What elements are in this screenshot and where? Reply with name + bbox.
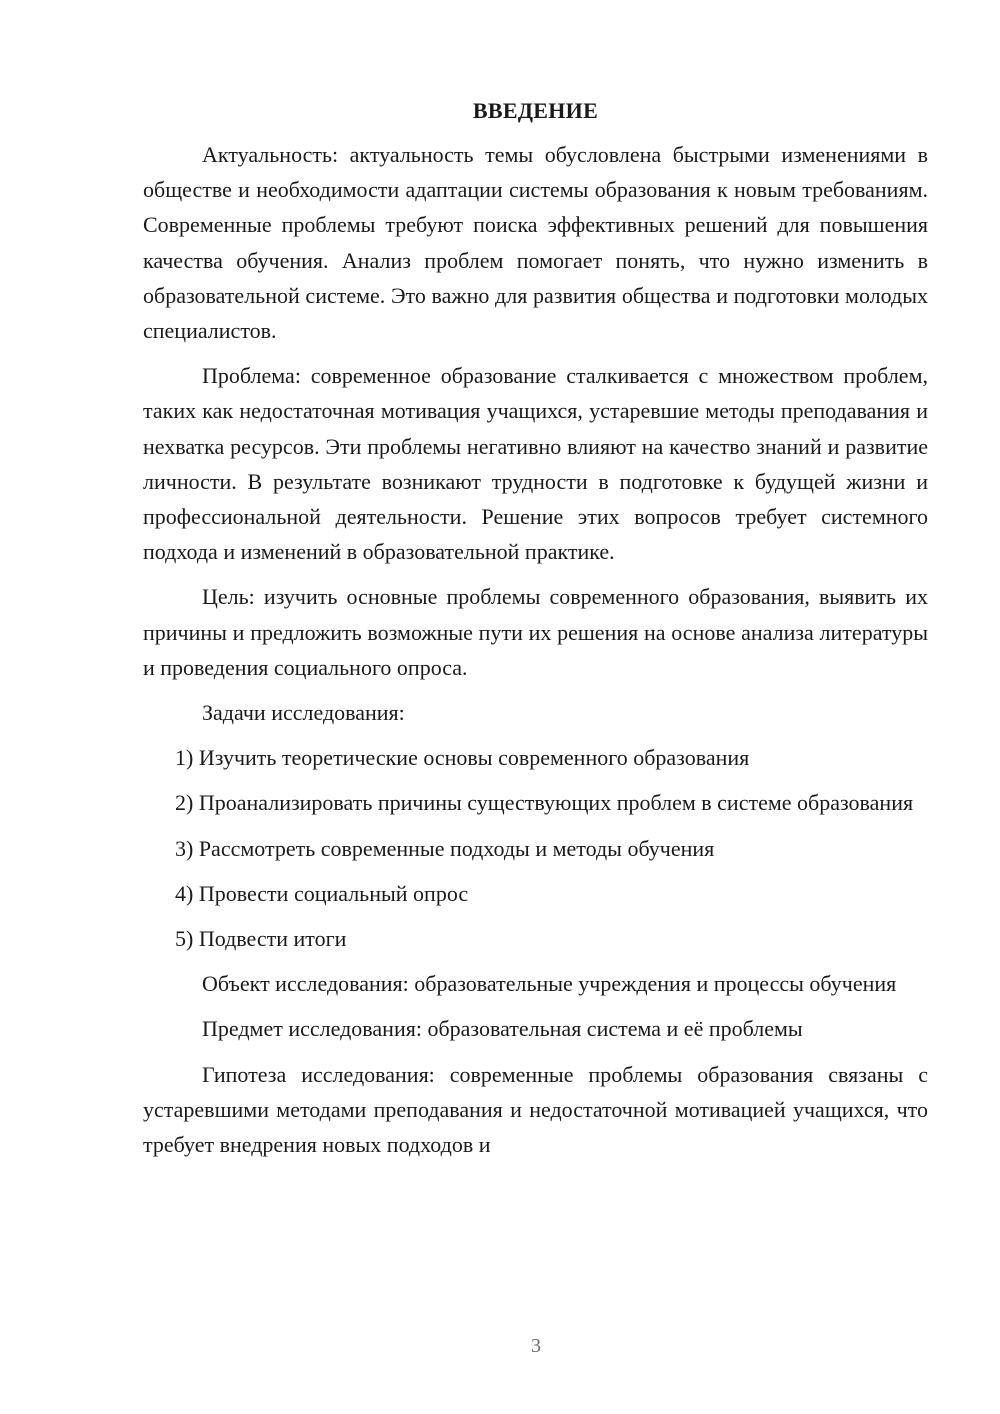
paragraph-subject: Предмет исследования: образовательная система и её проблемы — [202, 1016, 803, 1042]
paragraph-tasks-heading: Задачи исследования: — [202, 700, 405, 726]
task-item: 5) Подвести итоги — [175, 926, 347, 952]
page-number: 3 — [531, 1335, 541, 1357]
task-item: 3) Рассмотреть современные подходы и методы обучения — [175, 835, 715, 861]
document-title: ВВЕДЕНИЕ — [472, 98, 599, 123]
task-item: 4) Провести социальный опрос — [175, 880, 469, 906]
paragraph-hypothesis: Гипотеза исследования: современные проблемы образования связаны с устаревшими методами преподавания и недостаточной мотивацией учащихся, что требует внедрения новых подходов и — [143, 1061, 928, 1158]
paragraph-relevance: Актуальность: актуальность темы обусловлена быстрыми изменениями в обществе и необходимости адаптации системы образования к новым требованиям. Современные проблемы требуют поиска эффективных решений для повышения качества обучения. Анализ проблем помогает понять, что нужно изменить в образовательной системе. Это важно для развития общества и подготовки молодых специалистов. — [143, 142, 928, 344]
page-content — [143, 95, 928, 1172]
paragraph-goal: Цель: изучить основные проблемы современного образования, выявить их причины и предложить возможные пути их решения на основе анализа литературы и проведения социального опроса. — [143, 584, 928, 680]
task-item: 1) Изучить теоретические основы современного образования — [175, 745, 750, 771]
paragraph-object: Объект исследования: образовательные учреждения и процессы обучения — [202, 971, 897, 997]
task-item: 2) Проанализировать причины существующих проблем в системе образования — [175, 790, 914, 816]
paragraph-problem: Проблема: современное образование сталкивается с множеством проблем, таких как недостаточная мотивация учащихся, устаревшие методы преподавания и нехватка ресурсов. Эти проблемы негативно влияют на качество знаний и развитие личности. В результате возникают трудности в подготовке к будущей жизни и профессиональной деятельности. Решение этих вопросов требует системного подхода и изменений в образовательной практике. — [143, 363, 928, 565]
